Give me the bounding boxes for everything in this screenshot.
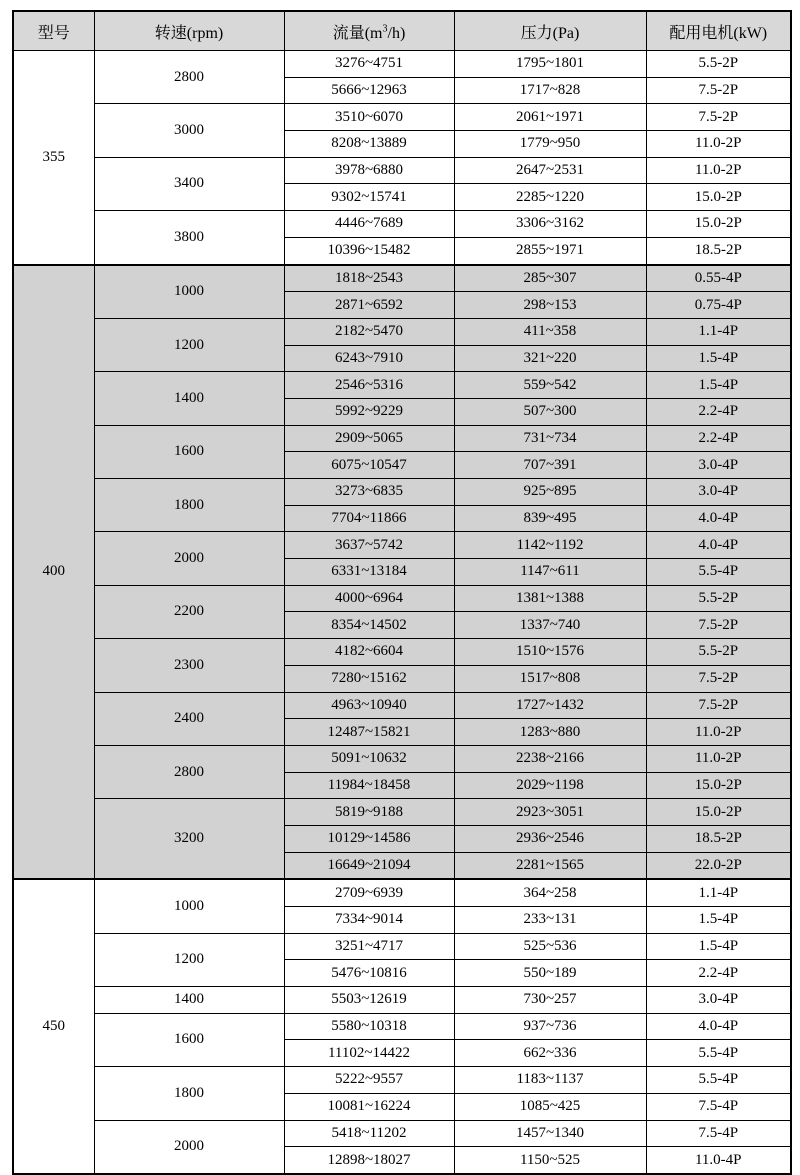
table-row bbox=[13, 987, 791, 1014]
pressure-cell: 2923~3051 bbox=[454, 799, 646, 826]
pressure-cell: 2936~2546 bbox=[454, 825, 646, 852]
flow-cell: 2909~5065 bbox=[284, 425, 454, 452]
pressure-cell: 1150~525 bbox=[454, 1147, 646, 1174]
flow-cell: 8354~14502 bbox=[284, 612, 454, 639]
motor-cell: 15.0-2P bbox=[646, 772, 791, 799]
flow-cell: 2182~5470 bbox=[284, 318, 454, 345]
pressure-cell: 1183~1137 bbox=[454, 1067, 646, 1094]
table-row bbox=[13, 585, 791, 612]
rpm-cell: 1400 bbox=[94, 987, 284, 1014]
pressure-cell: 1717~828 bbox=[454, 77, 646, 104]
motor-cell: 18.5-2P bbox=[646, 825, 791, 852]
header-flow-prefix: 流量(m bbox=[332, 24, 383, 42]
pressure-cell: 1795~1801 bbox=[454, 51, 646, 78]
flow-cell: 5418~11202 bbox=[284, 1120, 454, 1147]
motor-cell: 11.0-2P bbox=[646, 745, 791, 772]
motor-cell: 5.5-2P bbox=[646, 585, 791, 612]
flow-cell: 3510~6070 bbox=[284, 104, 454, 131]
table-row bbox=[13, 157, 791, 184]
motor-cell: 1.5-4P bbox=[646, 372, 791, 399]
flow-cell: 10129~14586 bbox=[284, 825, 454, 852]
table-row bbox=[13, 211, 791, 238]
pressure-cell: 1337~740 bbox=[454, 612, 646, 639]
flow-cell: 8208~13889 bbox=[284, 131, 454, 158]
model-cell: 400 bbox=[13, 265, 94, 880]
rpm-cell: 1000 bbox=[94, 265, 284, 319]
table-row bbox=[13, 1120, 791, 1147]
flow-cell: 10081~16224 bbox=[284, 1093, 454, 1120]
table-row bbox=[13, 879, 791, 906]
table-row bbox=[13, 372, 791, 399]
motor-cell: 7.5-4P bbox=[646, 1120, 791, 1147]
flow-cell: 7704~11866 bbox=[284, 505, 454, 532]
motor-cell: 5.5-4P bbox=[646, 1067, 791, 1094]
flow-cell: 4000~6964 bbox=[284, 585, 454, 612]
flow-cell: 4182~6604 bbox=[284, 639, 454, 666]
pressure-cell: 1381~1388 bbox=[454, 585, 646, 612]
motor-cell: 4.0-4P bbox=[646, 505, 791, 532]
motor-cell: 11.0-4P bbox=[646, 1147, 791, 1174]
flow-cell: 7280~15162 bbox=[284, 665, 454, 692]
table-row bbox=[13, 532, 791, 559]
pressure-cell: 321~220 bbox=[454, 345, 646, 372]
pressure-cell: 707~391 bbox=[454, 452, 646, 479]
header-model: 型号 bbox=[13, 11, 94, 51]
table-row bbox=[13, 692, 791, 719]
model-cell: 355 bbox=[13, 51, 94, 265]
flow-cell: 9302~15741 bbox=[284, 184, 454, 211]
flow-cell: 3978~6880 bbox=[284, 157, 454, 184]
model-cell: 450 bbox=[13, 879, 94, 1174]
motor-cell: 3.0-4P bbox=[646, 987, 791, 1014]
flow-cell: 1818~2543 bbox=[284, 265, 454, 292]
table-row bbox=[13, 639, 791, 666]
motor-cell: 15.0-2P bbox=[646, 184, 791, 211]
flow-cell: 3251~4717 bbox=[284, 933, 454, 960]
motor-cell: 1.5-4P bbox=[646, 345, 791, 372]
pressure-cell: 525~536 bbox=[454, 933, 646, 960]
rpm-cell: 3800 bbox=[94, 211, 284, 265]
header-flow bbox=[284, 11, 454, 51]
rpm-cell: 2400 bbox=[94, 692, 284, 745]
rpm-cell: 1600 bbox=[94, 425, 284, 478]
motor-cell: 1.1-4P bbox=[646, 879, 791, 906]
flow-cell: 6331~13184 bbox=[284, 559, 454, 586]
fan-spec-table bbox=[12, 10, 792, 1175]
flow-cell: 11984~18458 bbox=[284, 772, 454, 799]
pressure-cell: 2061~1971 bbox=[454, 104, 646, 131]
header-flow-superscript: 3 bbox=[382, 23, 388, 35]
pressure-cell: 3306~3162 bbox=[454, 211, 646, 238]
rpm-cell: 2000 bbox=[94, 532, 284, 585]
flow-cell: 10396~15482 bbox=[284, 237, 454, 264]
table-row bbox=[13, 799, 791, 826]
table-row bbox=[13, 318, 791, 345]
flow-cell: 5992~9229 bbox=[284, 398, 454, 425]
flow-cell: 5819~9188 bbox=[284, 799, 454, 826]
motor-cell: 1.5-4P bbox=[646, 933, 791, 960]
pressure-cell: 559~542 bbox=[454, 372, 646, 399]
rpm-cell: 2800 bbox=[94, 51, 284, 104]
rpm-cell: 3000 bbox=[94, 104, 284, 157]
motor-cell: 11.0-2P bbox=[646, 131, 791, 158]
motor-cell: 0.75-4P bbox=[646, 292, 791, 319]
pressure-cell: 2281~1565 bbox=[454, 852, 646, 879]
rpm-cell: 2000 bbox=[94, 1120, 284, 1174]
motor-cell: 3.0-4P bbox=[646, 479, 791, 506]
pressure-cell: 1457~1340 bbox=[454, 1120, 646, 1147]
motor-cell: 15.0-2P bbox=[646, 211, 791, 238]
table-row bbox=[13, 1067, 791, 1094]
table-row bbox=[13, 425, 791, 452]
flow-cell: 4963~10940 bbox=[284, 692, 454, 719]
motor-cell: 15.0-2P bbox=[646, 799, 791, 826]
table-row bbox=[13, 265, 791, 292]
header-rpm: 转速(rpm) bbox=[94, 11, 284, 51]
rpm-cell: 1200 bbox=[94, 933, 284, 986]
flow-cell: 5580~10318 bbox=[284, 1013, 454, 1040]
motor-cell: 2.2-4P bbox=[646, 960, 791, 987]
pressure-cell: 2238~2166 bbox=[454, 745, 646, 772]
rpm-cell: 2300 bbox=[94, 639, 284, 692]
flow-cell: 12898~18027 bbox=[284, 1147, 454, 1174]
flow-cell: 3273~6835 bbox=[284, 479, 454, 506]
pressure-cell: 364~258 bbox=[454, 879, 646, 906]
flow-cell: 5666~12963 bbox=[284, 77, 454, 104]
pressure-cell: 937~736 bbox=[454, 1013, 646, 1040]
rpm-cell: 3200 bbox=[94, 799, 284, 880]
pressure-cell: 731~734 bbox=[454, 425, 646, 452]
pressure-cell: 1147~611 bbox=[454, 559, 646, 586]
table-row bbox=[13, 479, 791, 506]
motor-cell: 7.5-2P bbox=[646, 692, 791, 719]
rpm-cell: 1200 bbox=[94, 318, 284, 371]
motor-cell: 7.5-2P bbox=[646, 665, 791, 692]
flow-cell: 7334~9014 bbox=[284, 907, 454, 934]
pressure-cell: 285~307 bbox=[454, 265, 646, 292]
motor-cell: 2.2-4P bbox=[646, 398, 791, 425]
motor-cell: 18.5-2P bbox=[646, 237, 791, 264]
pressure-cell: 839~495 bbox=[454, 505, 646, 532]
table-row bbox=[13, 104, 791, 131]
pressure-cell: 411~358 bbox=[454, 318, 646, 345]
flow-cell: 2709~6939 bbox=[284, 879, 454, 906]
flow-cell: 5091~10632 bbox=[284, 745, 454, 772]
motor-cell: 0.55-4P bbox=[646, 265, 791, 292]
pressure-cell: 1727~1432 bbox=[454, 692, 646, 719]
rpm-cell: 1000 bbox=[94, 879, 284, 933]
pressure-cell: 1517~808 bbox=[454, 665, 646, 692]
flow-cell: 6243~7910 bbox=[284, 345, 454, 372]
flow-cell: 12487~15821 bbox=[284, 719, 454, 746]
header-motor: 配用电机(kW) bbox=[646, 11, 791, 51]
motor-cell: 22.0-2P bbox=[646, 852, 791, 879]
motor-cell: 3.0-4P bbox=[646, 452, 791, 479]
motor-cell: 5.5-4P bbox=[646, 559, 791, 586]
pressure-cell: 1085~425 bbox=[454, 1093, 646, 1120]
rpm-cell: 1800 bbox=[94, 479, 284, 532]
pressure-cell: 507~300 bbox=[454, 398, 646, 425]
pressure-cell: 925~895 bbox=[454, 479, 646, 506]
rpm-cell: 1800 bbox=[94, 1067, 284, 1120]
flow-cell: 3637~5742 bbox=[284, 532, 454, 559]
pressure-cell: 2855~1971 bbox=[454, 237, 646, 264]
motor-cell: 11.0-2P bbox=[646, 157, 791, 184]
motor-cell: 4.0-4P bbox=[646, 532, 791, 559]
motor-cell: 11.0-2P bbox=[646, 719, 791, 746]
pressure-cell: 1779~950 bbox=[454, 131, 646, 158]
table-row bbox=[13, 933, 791, 960]
flow-cell: 11102~14422 bbox=[284, 1040, 454, 1067]
flow-cell: 4446~7689 bbox=[284, 211, 454, 238]
header-row bbox=[13, 11, 791, 51]
table-row bbox=[13, 51, 791, 78]
flow-cell: 5222~9557 bbox=[284, 1067, 454, 1094]
motor-cell: 5.5-2P bbox=[646, 639, 791, 666]
motor-cell: 5.5-2P bbox=[646, 51, 791, 78]
rpm-cell: 1400 bbox=[94, 372, 284, 425]
pressure-cell: 730~257 bbox=[454, 987, 646, 1014]
table-row bbox=[13, 745, 791, 772]
flow-cell: 3276~4751 bbox=[284, 51, 454, 78]
motor-cell: 4.0-4P bbox=[646, 1013, 791, 1040]
flow-cell: 5476~10816 bbox=[284, 960, 454, 987]
pressure-cell: 1142~1192 bbox=[454, 532, 646, 559]
motor-cell: 7.5-2P bbox=[646, 77, 791, 104]
table-row bbox=[13, 1013, 791, 1040]
header-flow-suffix: /h) bbox=[387, 24, 406, 42]
pressure-cell: 298~153 bbox=[454, 292, 646, 319]
motor-cell: 2.2-4P bbox=[646, 425, 791, 452]
pressure-cell: 233~131 bbox=[454, 907, 646, 934]
motor-cell: 1.5-4P bbox=[646, 907, 791, 934]
rpm-cell: 3400 bbox=[94, 157, 284, 210]
motor-cell: 7.5-2P bbox=[646, 612, 791, 639]
pressure-cell: 2029~1198 bbox=[454, 772, 646, 799]
spec-table-body bbox=[13, 51, 791, 1174]
rpm-cell: 2200 bbox=[94, 585, 284, 638]
rpm-cell: 2800 bbox=[94, 745, 284, 798]
pressure-cell: 1283~880 bbox=[454, 719, 646, 746]
flow-cell: 5503~12619 bbox=[284, 987, 454, 1014]
header-pressure: 压力(Pa) bbox=[454, 11, 646, 51]
motor-cell: 1.1-4P bbox=[646, 318, 791, 345]
motor-cell: 7.5-2P bbox=[646, 104, 791, 131]
flow-cell: 16649~21094 bbox=[284, 852, 454, 879]
flow-cell: 2871~6592 bbox=[284, 292, 454, 319]
motor-cell: 5.5-4P bbox=[646, 1040, 791, 1067]
pressure-cell: 2647~2531 bbox=[454, 157, 646, 184]
pressure-cell: 2285~1220 bbox=[454, 184, 646, 211]
flow-cell: 2546~5316 bbox=[284, 372, 454, 399]
pressure-cell: 662~336 bbox=[454, 1040, 646, 1067]
flow-cell: 6075~10547 bbox=[284, 452, 454, 479]
pressure-cell: 550~189 bbox=[454, 960, 646, 987]
rpm-cell: 1600 bbox=[94, 1013, 284, 1066]
motor-cell: 7.5-4P bbox=[646, 1093, 791, 1120]
pressure-cell: 1510~1576 bbox=[454, 639, 646, 666]
